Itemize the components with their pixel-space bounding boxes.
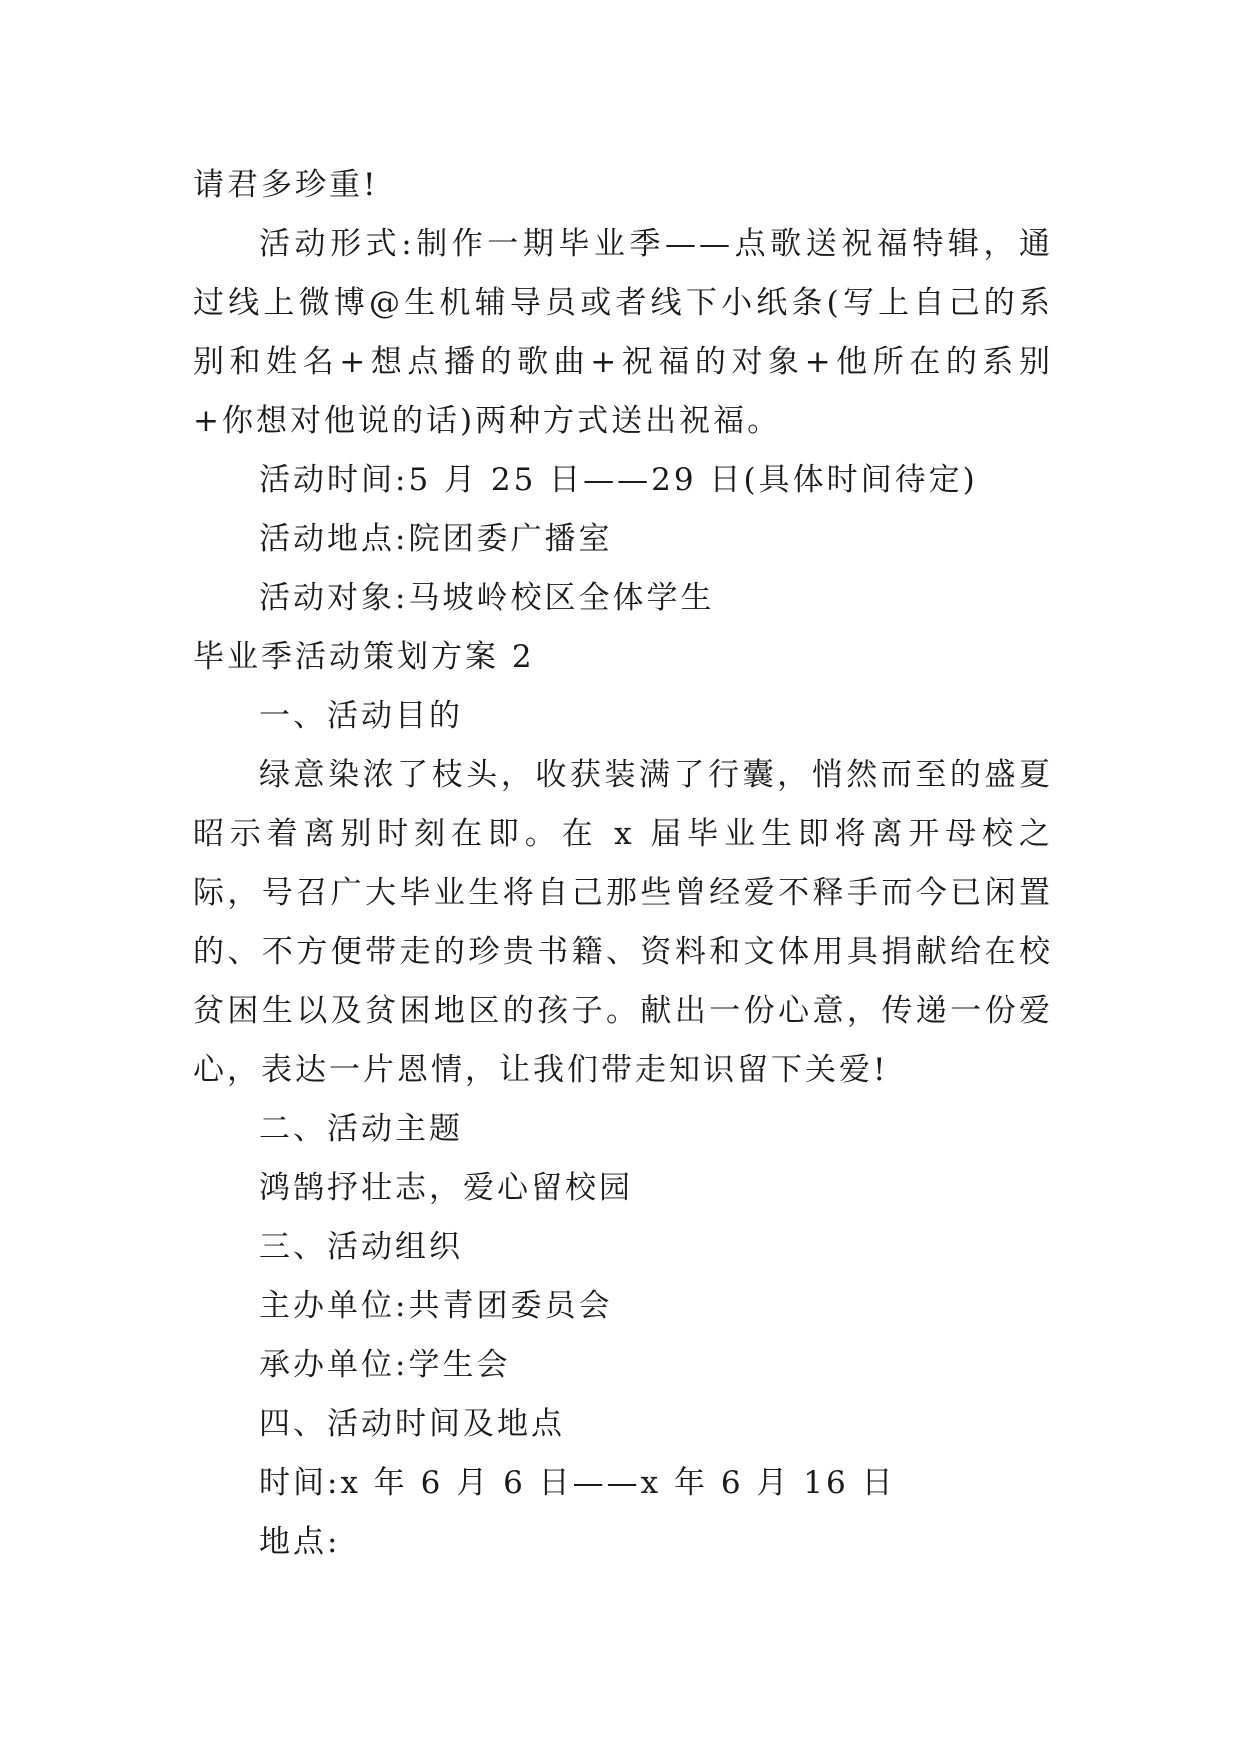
paragraph-activity-audience: 活动对象:马坡岭校区全体学生 — [259, 580, 715, 616]
document-body — [193, 156, 1053, 1572]
section-heading-purpose: 一、活动目的 — [259, 698, 463, 734]
paragraph-activity-format: 活动形式:制作一期毕业季——点歌送祝福特辑，通过线上微博@生机辅导员或者线下小纸条(写上自己的系别和姓名+想点播的歌曲+祝福的对象+他所在的系别+你想对他说的话)两种方式送出祝福。 — [193, 226, 1053, 439]
section-heading-theme: 二、活动主题 — [259, 1111, 463, 1147]
section-title-plan-2: 毕业季活动策划方案 2 — [193, 639, 535, 675]
paragraph-organizer-unit: 承办单位:学生会 — [259, 1347, 511, 1383]
paragraph-time: 时间:x 年 6 月 6 日——x 年 6 月 16 日 — [259, 1465, 896, 1501]
section-heading-time-location: 四、活动时间及地点 — [259, 1406, 565, 1442]
paragraph-purpose-body: 绿意染浓了枝头，收获装满了行囊，悄然而至的盛夏昭示着离别时刻在即。在 x 届毕业生即将离开母校之际，号召广大毕业生将自己那些曾经爱不释手而今已闲置的、不方便带走的珍贵书籍、资料和文体用具捐献给在校贫困生以及贫困地区的孩子。献出一份心意，传递一份爱心，表达一片恩情，让我们带走知识留下关爱! — [193, 757, 1053, 1088]
paragraph-host-unit: 主办单位:共青团委员会 — [259, 1288, 613, 1324]
paragraph-activity-location: 活动地点:院团委广播室 — [259, 521, 613, 557]
paragraph-closing-line: 请君多珍重! — [193, 167, 379, 203]
paragraph-activity-time: 活动时间:5 月 25 日——29 日(具体时间待定) — [259, 462, 978, 498]
paragraph-theme-body: 鸿鹄抒壮志，爱心留校园 — [259, 1170, 633, 1206]
paragraph-location: 地点: — [259, 1524, 341, 1560]
section-heading-organization: 三、活动组织 — [259, 1229, 463, 1265]
